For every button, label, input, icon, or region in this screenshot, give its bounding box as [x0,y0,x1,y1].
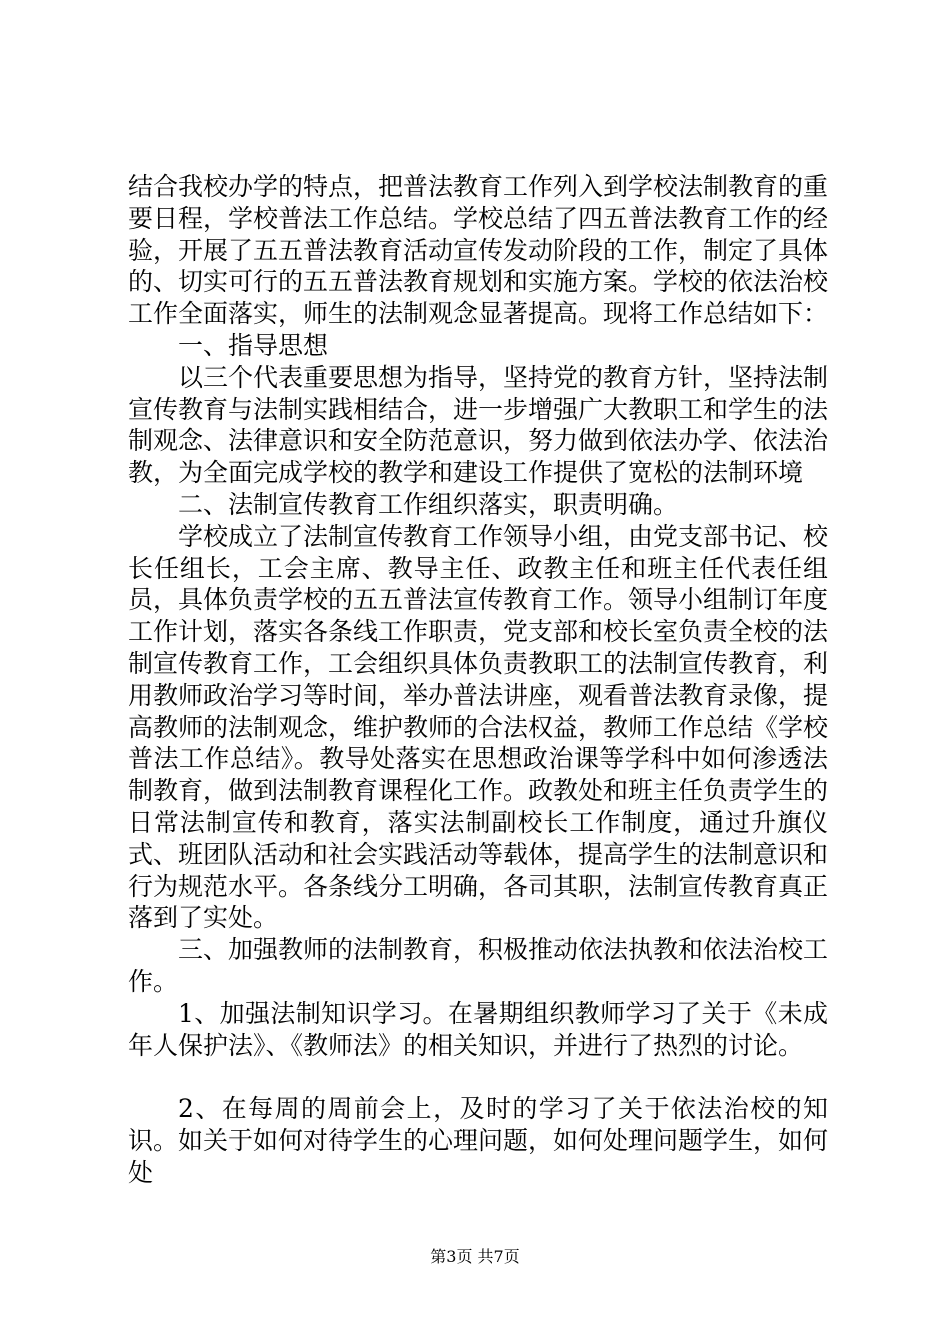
heading-organization: 二、法制宣传教育工作组织落实，职责明确。 [178,489,679,519]
paragraph-guiding-ideology: 以三个代表重要思想为指导，坚持党的教育方针，坚持法制宣传教育与法制实践相结合，进一步增强广大教职工和学生的法制观念、法律意识和安全防范意识，努力做到依法办学、依法治教，为全面完成学校的教学和建设工作提供了宽松的法制环境 [128,362,829,488]
blank-line [128,1061,828,1093]
document-body [128,171,828,1189]
paragraph-organization: 学校成立了法制宣传教育工作领导小组，由党支部书记、校长任组长，工会主席、教导主任、政教主任和班主任代表任组员，具体负责学校的五五普法宣传教育工作。领导小组制订年度工作计划，落实各条线工作职责，党支部和校长室负责全校的法制宣传教育工作，工会组织具体负责教职工的法制宣传教育，利用教师政治学习等时间，举办普法讲座，观看普法教育录像，提高教师的法制观念，维护教师的合法权益，教师工作总结《学校普法工作总结》。教导处落实在思想政治课等学科中如何渗透法制教育，做到法制教育课程化工作。政教处和班主任负责学生的日常法制宣传和教育，落实法制副校长工作制度，通过升旗仪式、班团队活动和社会实践活动等载体，提高学生的法制意识和行为规范水平。各条线分工明确，各司其职，法制宣传教育真正落到了实处。 [128,521,829,933]
heading-teacher-education: 三、加强教师的法制教育，积极推动依法执教和依法治校工作。 [128,935,829,996]
paragraph-intro: 结合我校办学的特点，把普法教育工作列入到学校法制教育的重要日程，学校普法工作总结。学校总结了四五普法教育工作的经验，开展了五五普法教育活动宣传发动阶段的工作，制定了具体的、切实可行的五五普法教育规划和实施方案。学校的依法治校工作全面落实，师生的法制观念显著提高。现将工作总结如下： [128,172,829,329]
page-number-footer: 第3页 共7页 [430,1247,520,1266]
paragraph-item-1: 1、加强法制知识学习。在暑期组织教师学习了关于《未成年人保护法》、《教师法》的相关知识，并进行了热烈的讨论。 [128,998,828,1060]
heading-guiding-ideology: 一、指导思想 [178,330,329,360]
paragraph-item-2: 2、在每周的周前会上，及时的学习了关于依法治校的知识。如关于如何对待学生的心理问题，如何处理问题学生，如何处 [128,1094,829,1187]
